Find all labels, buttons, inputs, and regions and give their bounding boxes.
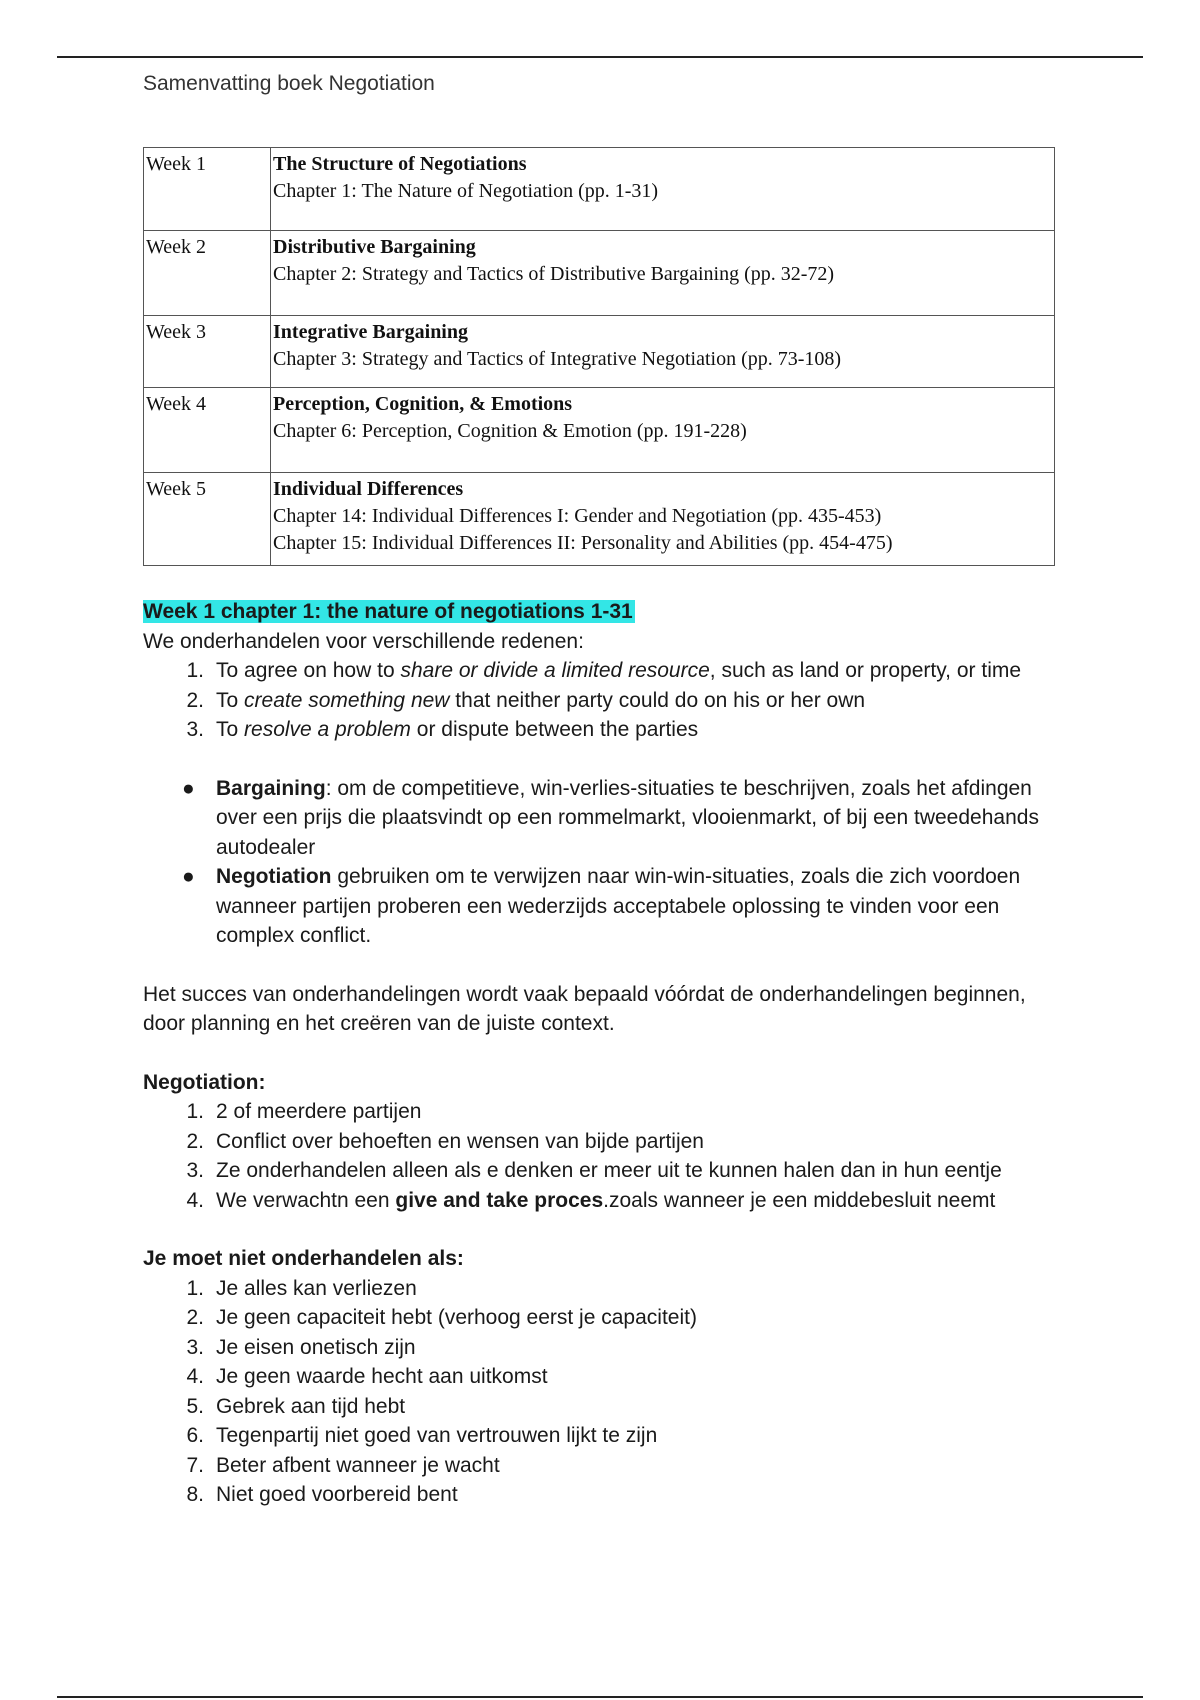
course-schedule-table [143,147,1055,566]
section-heading: Week 1 chapter 1: the nature of negotiations 1-31 [143,600,633,623]
bullet-icon: ● [182,776,195,800]
top-rule [57,56,1143,58]
topic-title: Individual Differences [273,478,464,500]
chapter-line: Chapter 2: Strategy and Tactics of Distributive Bargaining (pp. 32-72) [273,263,835,285]
list-item: 3. To resolve a problem or dispute between the parties [186,718,699,741]
success-paragraph: Het succes van onderhandelingen wordt vaak bepaald vóórdat de onderhandelingen beginnen, door planning en het creëren van de juiste context. [143,982,1026,1035]
list-item: 3. Ze onderhandelen alleen als e denken er meer uit te kunnen halen dan in hun eentje [186,1159,1002,1182]
bullet-icon: ● [182,865,195,888]
topic-title: Distributive Bargaining [273,236,476,258]
table-row [144,388,1055,473]
week-cell: Week 2 [144,231,271,316]
list-item: 2. Je geen capaciteit hebt (verhoog eerst je capaciteit) [186,1306,697,1329]
topic-cell [271,231,1055,316]
chapter-line: Chapter 6: Perception, Cognition & Emotion (pp. 191-228) [273,420,747,442]
list-item: 4. Je geen waarde hecht aan uitkomst [186,1365,548,1388]
topic-cell [271,316,1055,388]
table-row [144,473,1055,566]
topic-cell [271,148,1055,231]
intro-text: We onderhandelen voor verschillende redenen: [143,629,584,653]
list-item: 1. Je alles kan verliezen [186,1276,417,1300]
list-item: 8. Niet goed voorbereid bent [186,1483,458,1506]
list-item: 5. Gebrek aan tijd hebt [186,1394,406,1418]
table-row [144,148,1055,231]
list-item: 4. We verwachtn een give and take proces.zoals wanneer je een middebesluit neemt [186,1188,996,1212]
table-row [144,231,1055,316]
chapter-line: Chapter 15: Individual Differences II: Personality and Abilities (pp. 454-475) [273,532,893,554]
notes-body [143,597,1063,1510]
definitions-list [143,774,1063,951]
topic-cell [271,388,1055,473]
list-item: 6. Tegenpartij niet goed van vertrouwen lijkt te zijn [186,1424,658,1447]
chapter-line: Chapter 1: The Nature of Negotiation (pp. 1-31) [273,180,659,202]
week-cell: Week 4 [144,388,271,473]
not-negotiate-heading: Je moet niet onderhandelen als: [143,1247,464,1270]
topic-title: Perception, Cognition, & Emotions [273,393,573,415]
reasons-list [143,656,1063,745]
negotiation-list [143,1097,1063,1215]
chapter-line: Chapter 14: Individual Differences I: Gender and Negotiation (pp. 435-453) [273,505,882,527]
list-item: ● Bargaining: om de competitieve, win-verlies-situaties te beschrijven, zoals het afdingen over een prijs die plaatsvindt op een rommelmarkt, vlooienmarkt, of bij een tweedehands autodealer [143,774,1063,863]
week-cell: Week 1 [144,148,271,231]
chapter-line: Chapter 3: Strategy and Tactics of Integrative Negotiation (pp. 73-108) [273,348,842,370]
list-item: 3. Je eisen onetisch zijn [186,1335,416,1359]
week-cell: Week 5 [144,473,271,566]
document-header: Samenvatting boek Negotiation [143,72,435,95]
list-item: 2. Conflict over behoeften en wensen van bijde partijen [186,1129,704,1153]
list-item: 7. Beter afbent wanneer je wacht [186,1453,500,1477]
topic-title: The Structure of Negotiations [273,153,527,175]
list-item: 2. To create something new that neither party could do on his or her own [186,688,866,712]
list-item: ● Negotiation gebruiken om te verwijzen naar win-win-situaties, zoals die zich voordoen wanneer partijen proberen een wederzijds acceptabele oplossing te vinden voor een complex conflict. [143,862,1063,951]
topic-cell [271,473,1055,566]
week-cell: Week 3 [144,316,271,388]
not-negotiate-list [143,1274,1063,1510]
negotiation-heading: Negotiation: [143,1070,266,1094]
topic-title: Integrative Bargaining [273,321,468,343]
table-row [144,316,1055,388]
list-item: 1. 2 of meerdere partijen [186,1100,422,1123]
bottom-rule [57,1696,1143,1698]
list-item: 1. To agree on how to share or divide a limited resource, such as land or property, or time [186,659,1022,682]
